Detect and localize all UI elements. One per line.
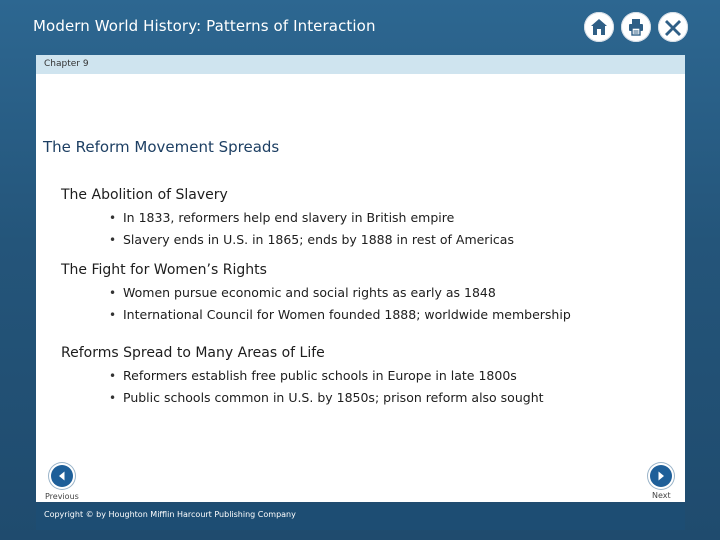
- bullet-item: • Reformers establish free public schools in Europe in late 1800s: [107, 365, 544, 387]
- footer-bar: [36, 504, 685, 530]
- section-heading-abolition: The Abolition of Slavery: [61, 187, 228, 203]
- chapter-bar: [36, 55, 685, 74]
- home-icon: [589, 17, 609, 37]
- print-button[interactable]: [621, 12, 651, 42]
- bullet-item: • International Council for Women founded 1888; worldwide membership: [107, 304, 571, 326]
- bullet-item: • Slavery ends in U.S. in 1865; ends by 1888 in rest of Americas: [107, 229, 514, 251]
- bullet-item: • Women pursue economic and social rights as early as 1848: [107, 282, 571, 304]
- slide-content: [36, 74, 685, 502]
- section-heading-reforms: Reforms Spread to Many Areas of Life: [61, 345, 325, 361]
- home-button[interactable]: [584, 12, 614, 42]
- print-icon: [626, 17, 646, 37]
- previous-label: Previous: [45, 492, 79, 501]
- chapter-label: Chapter 9: [44, 59, 89, 69]
- close-icon: [663, 17, 683, 37]
- arrow-right-icon: [655, 470, 667, 482]
- app-title: Modern World History: Patterns of Interaction: [33, 17, 376, 35]
- previous-button[interactable]: [51, 465, 73, 487]
- bullet-list-reforms: [107, 365, 544, 409]
- next-label: Next: [652, 491, 671, 500]
- section-heading-womens-rights: The Fight for Women’s Rights: [61, 262, 267, 278]
- toolbar: [584, 12, 688, 42]
- close-button[interactable]: [658, 12, 688, 42]
- bullet-item: • In 1833, reformers help end slavery in British empire: [107, 207, 514, 229]
- slide-title: The Reform Movement Spreads: [43, 138, 280, 156]
- copyright-text: Copyright © by Houghton Mifflin Harcourt Publishing Company: [44, 510, 296, 519]
- arrow-left-icon: [56, 470, 68, 482]
- next-button[interactable]: [650, 465, 672, 487]
- bullet-list-abolition: [107, 207, 514, 251]
- bullet-item: • Public schools common in U.S. by 1850s; prison reform also sought: [107, 387, 544, 409]
- bullet-list-womens-rights: [107, 282, 571, 326]
